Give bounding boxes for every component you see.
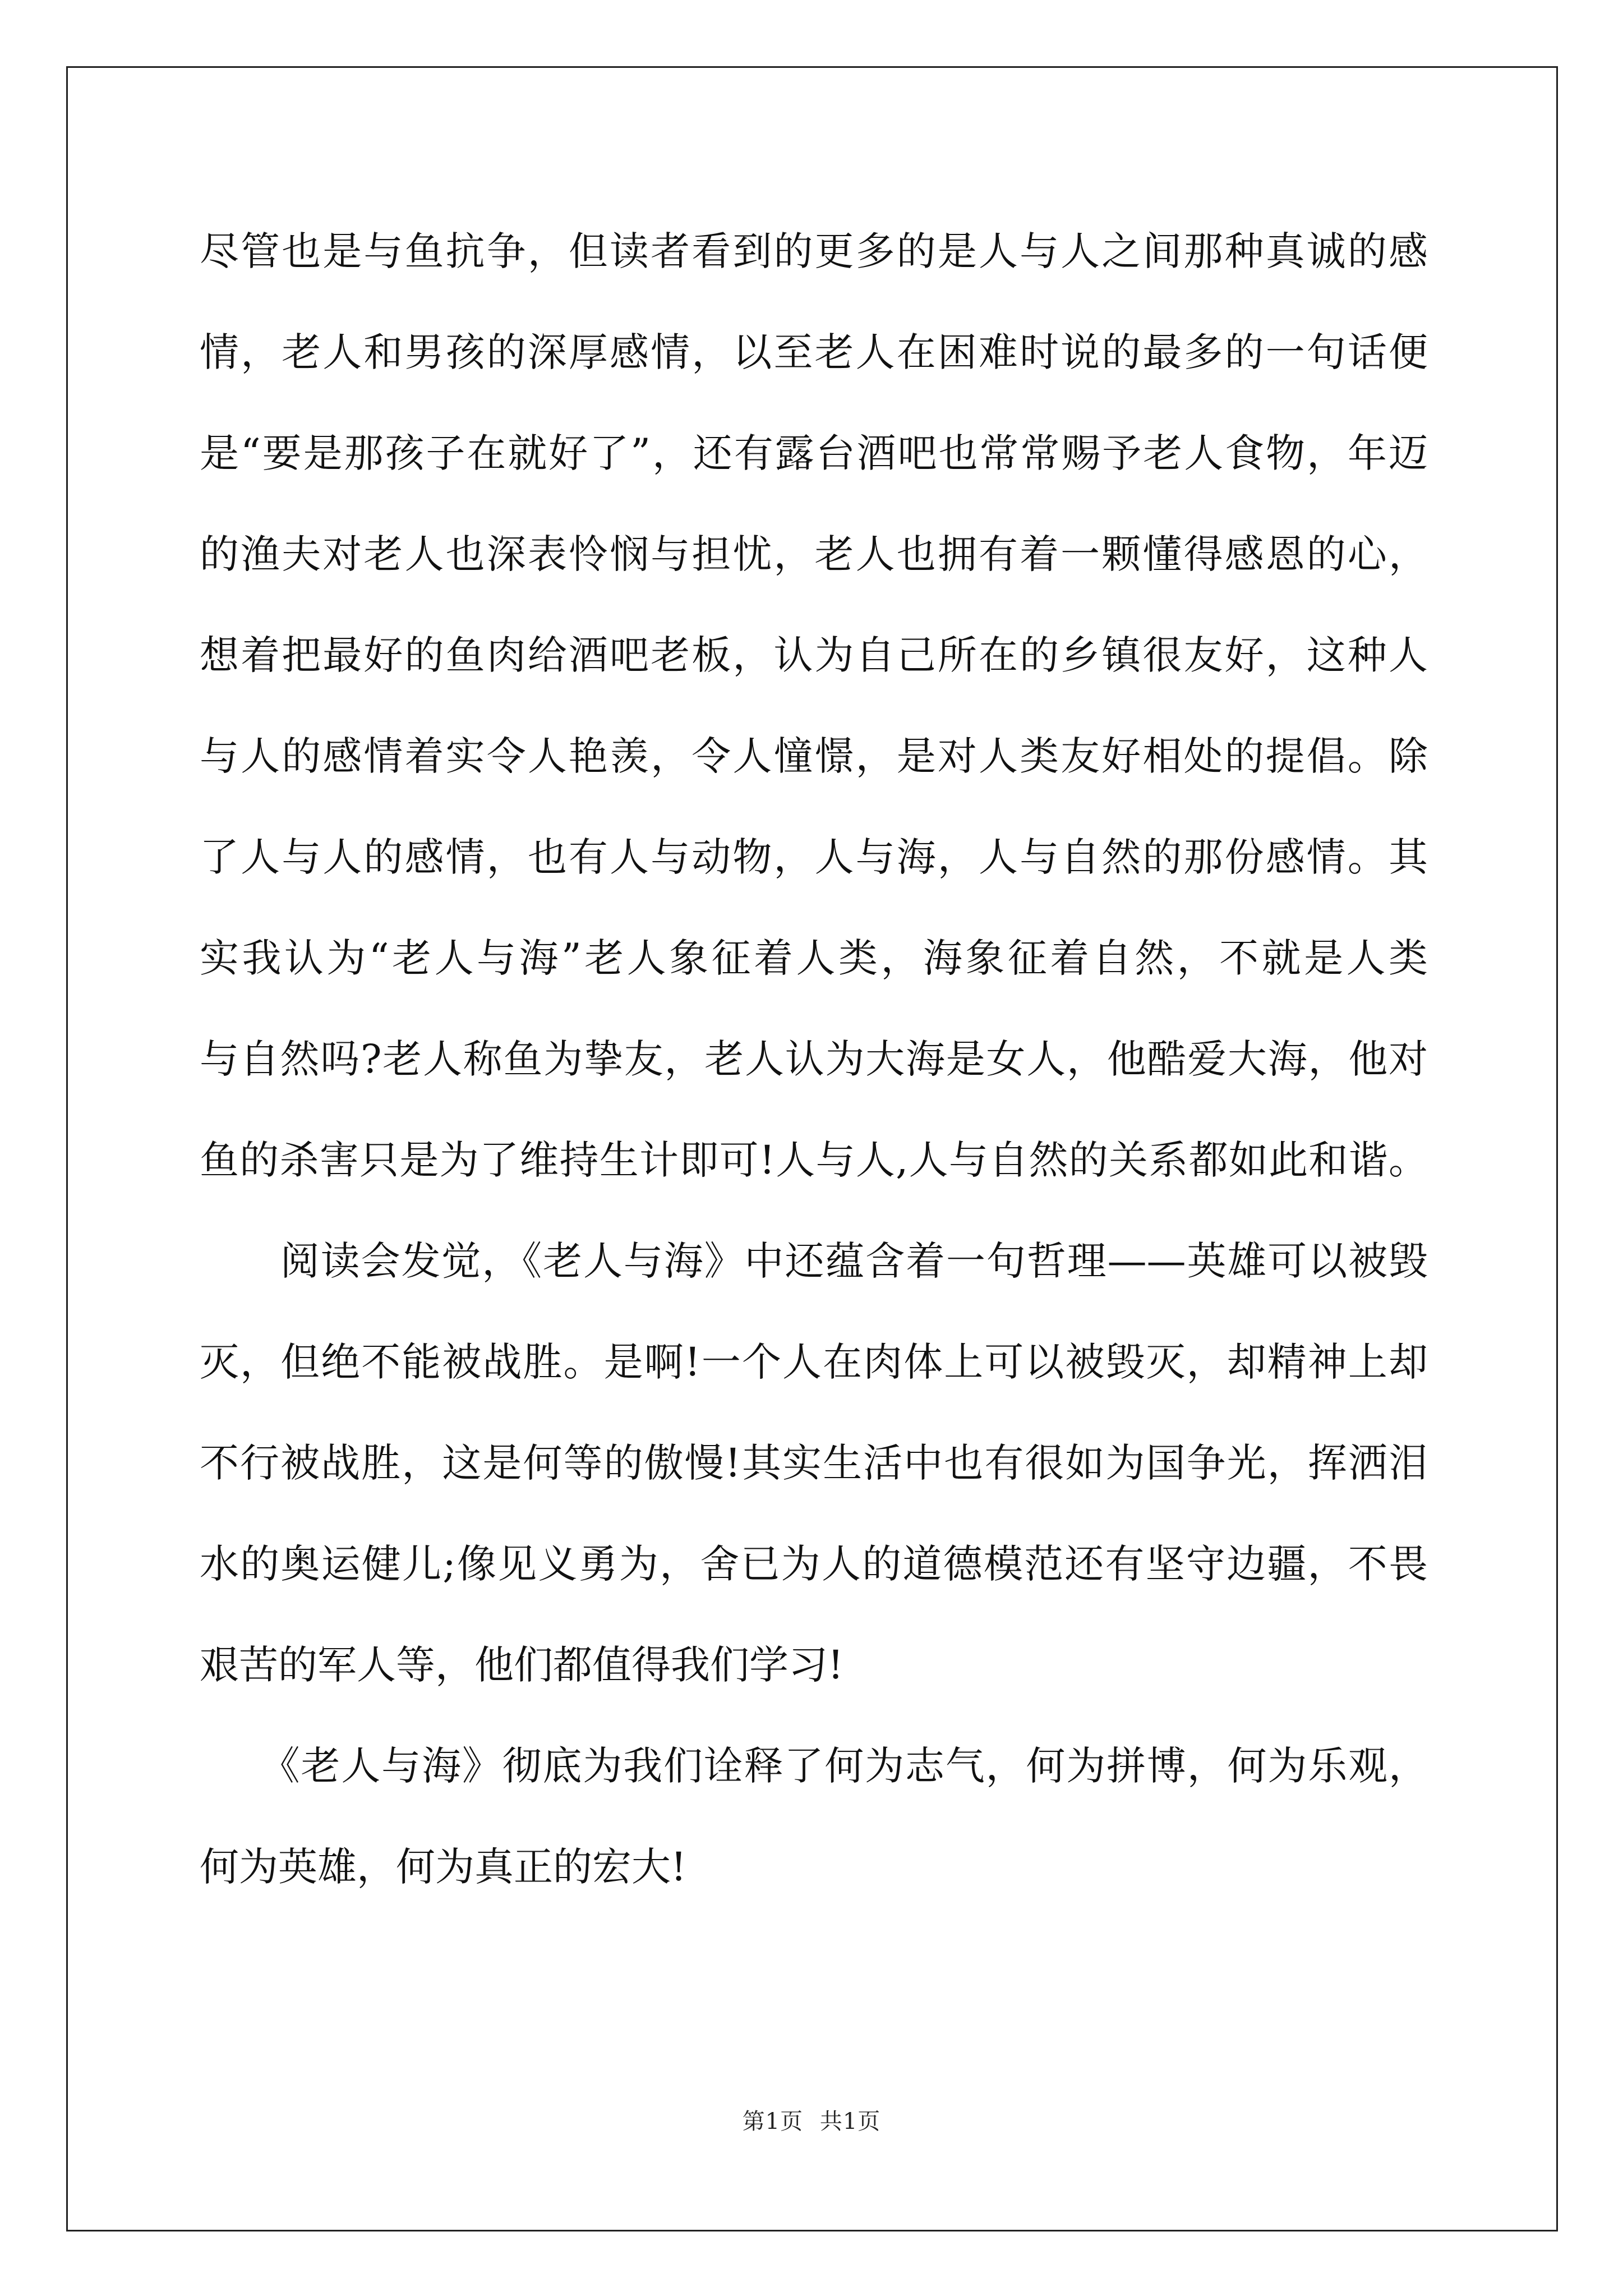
text-line: 情，老人和男孩的深厚感情，以至老人在困难时说的最多的一句话便: [200, 329, 1428, 375]
text-line: 何为英雄，何为真正的宏大!: [200, 1844, 687, 1890]
page-number: 第1页: [742, 2109, 804, 2134]
text-line: 的渔夫对老人也深表怜悯与担忧，老人也拥有着一颗懂得感恩的心，: [200, 531, 1428, 577]
text-line: 想着把最好的鱼肉给酒吧老板，认为自己所在的乡镇很友好，这种人: [200, 632, 1428, 678]
text-line: 阅读会发觉，《老人与海》中还蕴含着一句哲理——英雄可以被毁: [200, 1238, 1428, 1284]
text-line: 灭，但绝不能被战胜。是啊!一个人在肉体上可以被毁灭，却精神上却: [200, 1339, 1428, 1385]
text-line: 水的奥运健儿;像见义勇为，舍已为人的道德模范还有坚守边疆，不畏: [200, 1541, 1428, 1587]
text-line: 与人的感情着实令人艳羡，令人憧憬，是对人类友好相处的提倡。除: [200, 733, 1428, 779]
text-line: 《老人与海》彻底为我们诠释了何为志气，何为拼博，何为乐观，: [200, 1743, 1428, 1789]
text-line: 鱼的杀害只是为了维持生计即可!人与人,人与自然的关系都如此和谐。: [200, 1137, 1428, 1183]
page-footer: [0, 2104, 1623, 2136]
text-line: 是“要是那孩子在就好了”，还有露台酒吧也常常赐予老人食物，年迈: [200, 430, 1428, 476]
text-line: 艰苦的军人等，他们都值得我们学习!: [200, 1642, 844, 1688]
text-line: 尽管也是与鱼抗争，但读者看到的更多的是人与人之间那种真诚的感: [200, 228, 1428, 274]
text-line: 实我认为“老人与海”老人象征着人类，海象征着自然，不就是人类: [200, 935, 1428, 981]
page-count: 共1页: [819, 2109, 881, 2134]
text-line: 了人与人的感情，也有人与动物，人与海，人与自然的那份感情。其: [200, 834, 1428, 880]
text-line: 与自然吗?老人称鱼为挚友，老人认为大海是女人，他酷爱大海，他对: [200, 1036, 1428, 1082]
text-line: 不行被战胜，这是何等的傲慢!其实生活中也有很如为国争光，挥洒泪: [200, 1440, 1428, 1486]
document-body: [200, 201, 1428, 1917]
